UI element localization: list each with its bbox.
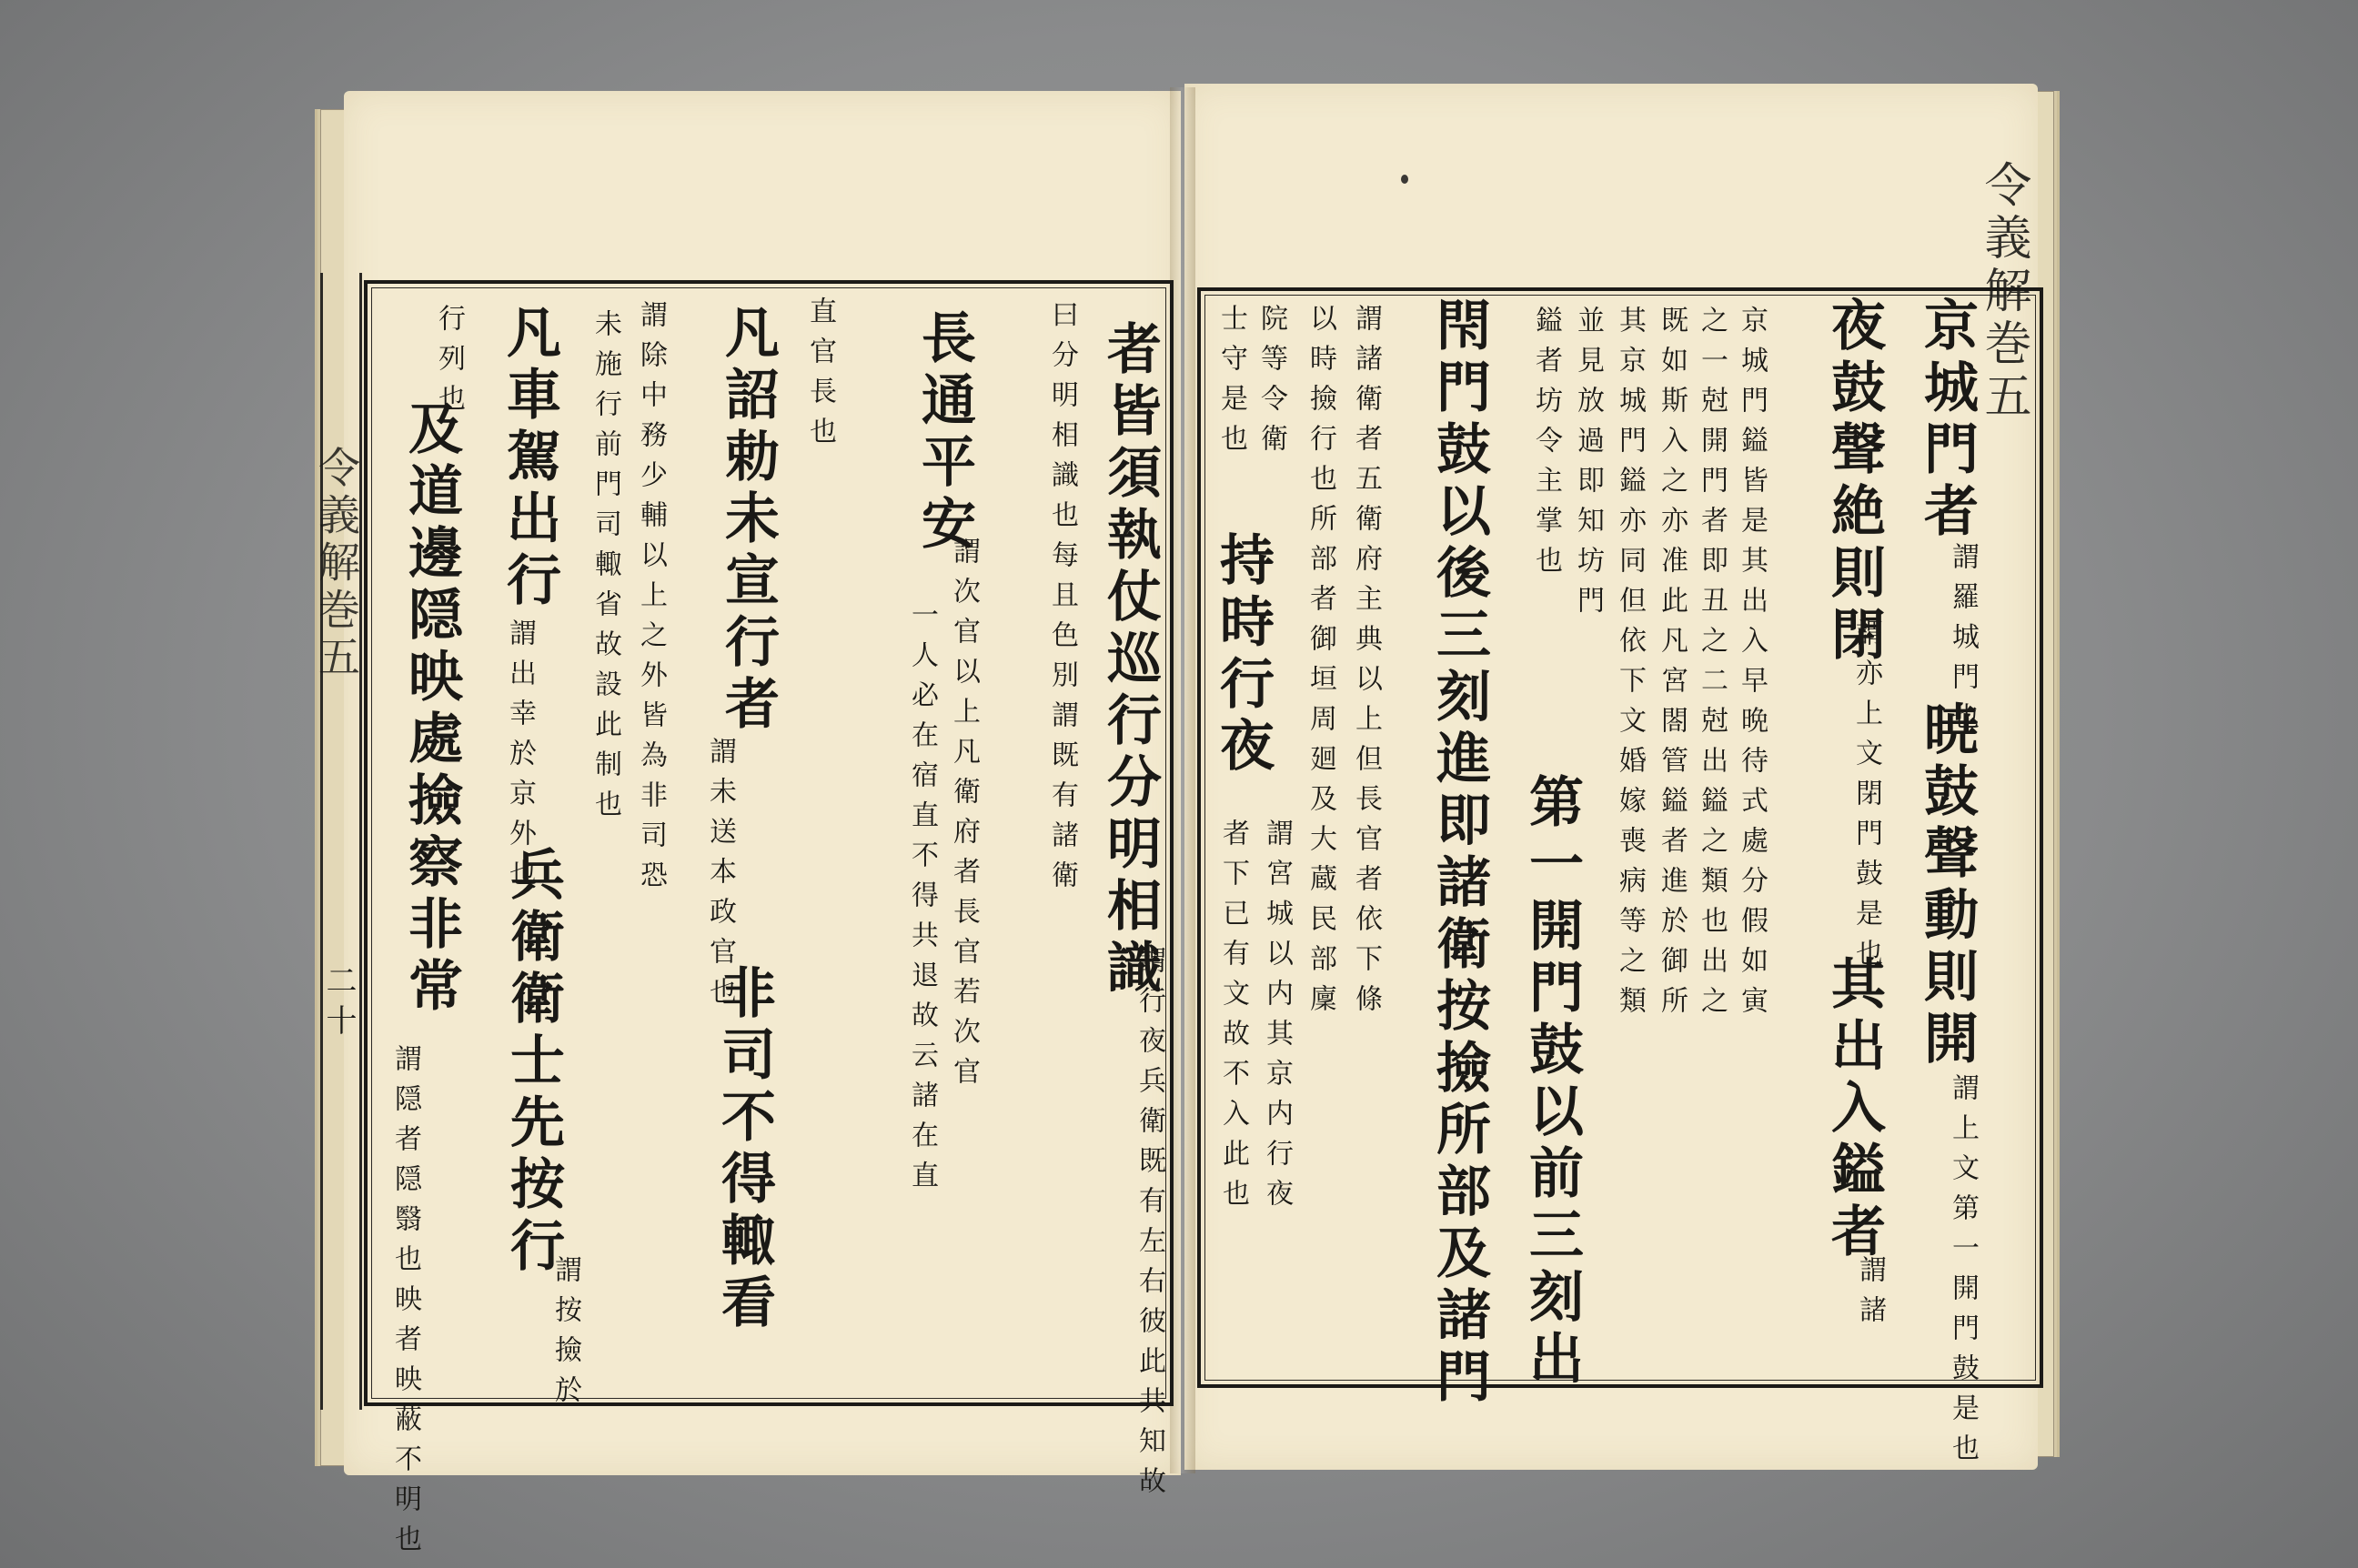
right-column-9: 京城門鎰皆是其出入早晩待式處分假如寅 <box>1736 306 1768 1026</box>
left-column-19: 謂隠者隠翳也映者映蔽不明也 <box>389 1044 421 1564</box>
right-column-16: 閇門鼓以後三刻進即諸衛按撿所部及諸門 <box>1427 297 1491 1410</box>
right-column-22: 謂宮城以内其京内行夜 <box>1261 819 1293 1219</box>
right-column-23: 者下已有文故不入此也 <box>1217 819 1249 1219</box>
right-column-17: 謂諸衛者五衛府主典以上但長官者依下條 <box>1350 304 1382 1024</box>
right-column-19: 院等令衛 <box>1255 304 1287 464</box>
left-column-17: 行列也 <box>433 304 465 424</box>
left-column-5: 謂次官以上凡衛府者長官若次官 <box>948 537 980 1097</box>
right-column-6: 謂亦上文閉門鼓是也 <box>1850 618 1882 979</box>
spine-folio: 二十 <box>320 964 357 1044</box>
left-column-9: 謂未送本政官也 <box>704 737 736 1017</box>
book-gutter <box>1170 87 1195 1473</box>
left-column-13: 凡車駕出行 <box>498 304 561 613</box>
right-column-15: 第一開門鼓以前三刻出 <box>1520 773 1584 1392</box>
left-column-2: 謂行夜兵衛既有左右彼此共知故 <box>1134 946 1165 1506</box>
left-column-1: 者皆須執仗巡行分明相識 <box>1098 320 1162 1000</box>
right-column-4: 謂上文第一開門鼓是也 <box>1947 1073 1979 1473</box>
left-column-11: 謂除中務少輔以上之外皆為非司恐 <box>635 300 667 900</box>
right-column-2: 謂羅城門也 <box>1947 542 1979 742</box>
left-column-12: 未施行前門司輙省故設此制也 <box>590 309 621 829</box>
left-column-7: 直官長也 <box>804 297 836 457</box>
right-column-7: 其出入鎰者 <box>1822 955 1886 1264</box>
left-column-3: 曰分明相識也每且色別謂既有諸衛 <box>1046 300 1078 900</box>
right-column-11: 既如斯入之亦准此凡宮閤管鎰者進於御所 <box>1656 306 1688 1026</box>
left-column-10: 非司不得輙看 <box>712 964 776 1335</box>
left-column-14: 謂出幸於京外也 <box>504 618 536 899</box>
left-column-4: 長通平安 <box>912 309 976 557</box>
spine-title: 令義解巻五 <box>312 446 361 682</box>
ink-speck <box>1401 175 1408 184</box>
right-page-header: 令義解巻五 <box>1976 160 2030 424</box>
left-column-18: 及道邊隠映處撿察非常 <box>399 400 463 1019</box>
left-column-6: 一人必在宿直不得共退故云諸在直 <box>906 600 938 1201</box>
right-column-1: 京城門者 <box>1915 297 1979 544</box>
right-column-21: 持時行夜 <box>1211 531 1275 779</box>
spine-margin <box>312 273 362 1410</box>
right-column-3: 暁鼓聲動則開 <box>1915 700 1979 1071</box>
right-column-20: 士守是也 <box>1215 304 1247 464</box>
right-column-5: 夜鼓聲絶則閉 <box>1822 297 1886 668</box>
right-column-8: 謂諸 <box>1854 1255 1886 1335</box>
left-column-16: 謂按撿於 <box>549 1255 581 1415</box>
right-column-10: 之一尅開門者即丑之二尅出鎰之類也出之 <box>1696 306 1728 1026</box>
right-column-13: 並見放過即知坊門 <box>1572 306 1604 626</box>
right-column-18: 以時撿行也所部者御垣周廻及大蔵民部廩 <box>1305 304 1336 1024</box>
right-column-12: 其京城門鎰亦同但依下文婚嫁喪病等之類 <box>1614 306 1646 1026</box>
left-column-15: 兵衛衛士先按行 <box>501 846 565 1279</box>
right-column-14: 鎰者坊令主掌也 <box>1530 306 1562 586</box>
left-column-8: 凡詔勅未宣行者 <box>716 304 780 737</box>
